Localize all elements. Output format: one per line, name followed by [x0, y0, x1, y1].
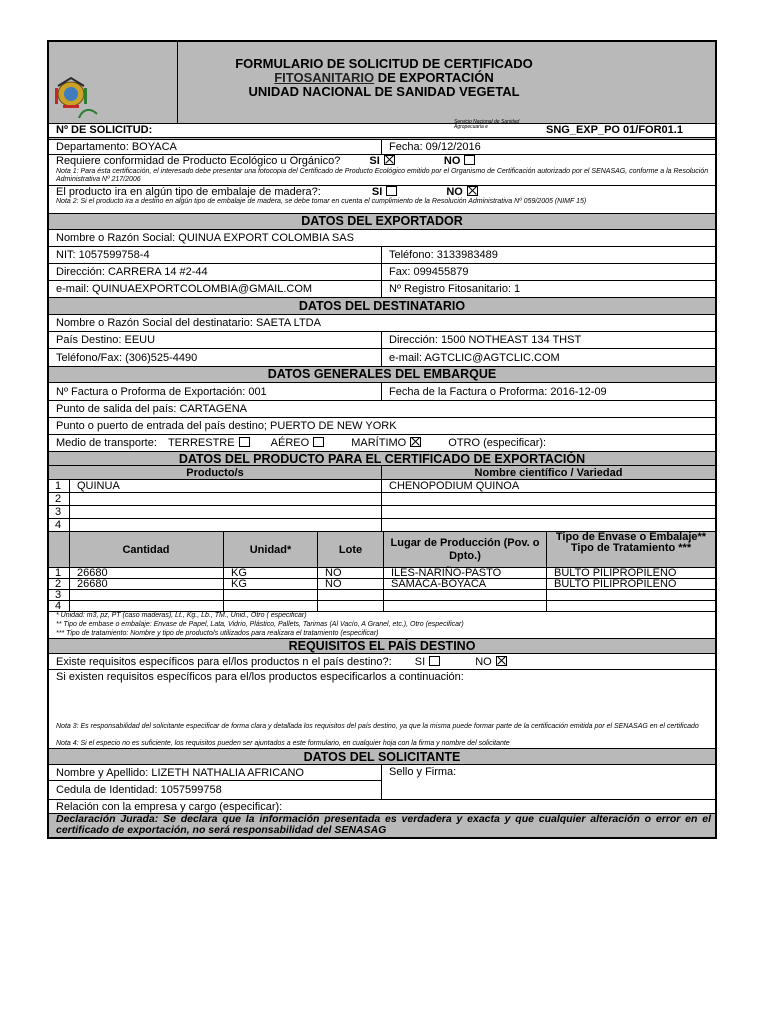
- producto-header-row: [49, 466, 715, 480]
- section-requisitos: REQUISITOS EL PAÍS DESTINO: [49, 639, 715, 654]
- destinatario-pais-row: [49, 332, 715, 349]
- transporte-maritimo-label: MARÍTIMO: [351, 437, 407, 449]
- embarque-salida-row: [49, 401, 715, 418]
- exportador-fax[interactable]: Fax: 099455879: [381, 264, 715, 280]
- producto-name-cell[interactable]: [69, 493, 381, 505]
- table-row: [49, 493, 715, 506]
- destinatario-telefono-row: [49, 349, 715, 367]
- nombre-cientifico-cell[interactable]: [381, 519, 715, 531]
- col-unidad: Unidad*: [223, 532, 317, 567]
- section-embarque: DATOS GENERALES DEL EMBARQUE: [49, 367, 715, 383]
- form-code: SNG_EXP_PO 01/FOR01.1: [546, 124, 683, 136]
- table-row: [49, 601, 715, 612]
- title-box: [177, 42, 591, 124]
- nombre-cientifico-cell[interactable]: CHENOPODIUM QUINOA: [381, 480, 715, 492]
- solicitante-sello-firma[interactable]: Sello y Firma:: [381, 765, 715, 800]
- col-nombre-cientifico: Nombre científico / Variedad: [381, 466, 715, 479]
- embalaje-question: El producto ira en algún tipo de embalaje de madera?:: [56, 186, 321, 198]
- conformidad-row: [49, 155, 715, 186]
- lugar-cell[interactable]: ILES-NARIÑO-PASTO: [383, 568, 546, 578]
- solicitante-cedula[interactable]: Cedula de Identidad: 1057599758: [56, 784, 222, 796]
- lugar-cell[interactable]: [383, 590, 546, 600]
- section-producto: DATOS DEL PRODUCTO PARA EL CERTIFICADO DE EXPORTACIÓN: [49, 452, 715, 466]
- conformidad-no-checkbox[interactable]: [464, 155, 475, 165]
- lote-cell[interactable]: [317, 601, 383, 611]
- section-exportador: DATOS DEL EXPORTADOR: [49, 214, 715, 230]
- table-row: [49, 590, 715, 601]
- col-tipo-envase: [546, 532, 715, 567]
- nota-4: Nota 4: Si el especio no es suficiente, los requisitos pueden ser ajuntados a este formulario, en cualquier hoja con la firma y nombre del solicitante: [56, 740, 510, 747]
- transporte-terrestre-checkbox[interactable]: [239, 437, 250, 447]
- col-cantidad: Cantidad: [122, 544, 170, 556]
- solicitante-relacion-row: [49, 799, 715, 814]
- cantidad-cell[interactable]: 26680: [69, 568, 223, 578]
- conformidad-si-label: SI: [369, 155, 380, 167]
- requisitos-q1-row: [49, 654, 715, 670]
- destinatario-direccion[interactable]: Dirección: 1500 NOTHEAST 134 THST: [381, 332, 715, 348]
- solicitud-label: Nº DE SOLICITUD:: [56, 124, 153, 136]
- declaracion-text: Declaración Jurada: Se declara que la información presentada es verdadera y exacta y que cualquier alteración o error en el certificado de exportación, no será responsabilidad del SENASAG: [56, 813, 711, 836]
- exportador-nit-row: [49, 247, 715, 264]
- requisitos-si-label: SI: [414, 656, 426, 668]
- producto-footnotes: [49, 612, 715, 639]
- unidad-cell[interactable]: KG: [223, 568, 317, 578]
- row-number: 2: [55, 493, 62, 505]
- col-lugar-produccion: Lugar de Producción (Pov. o Dpto.): [383, 532, 546, 567]
- requisitos-question: Existe requisitos específicos para el/los productos n el país destino?:: [56, 656, 392, 668]
- embarque-factura[interactable]: Nº Factura o Proforma de Exportación: 001: [56, 386, 267, 398]
- embarque-transporte-row: [49, 435, 715, 452]
- cantidad-cell[interactable]: [69, 601, 223, 611]
- exportador-direccion[interactable]: Dirección: CARRERA 14 #2-44: [56, 266, 208, 278]
- exportador-telefono[interactable]: Teléfono: 3133983489: [381, 247, 715, 263]
- embalaje-no-checkbox[interactable]: [467, 186, 478, 196]
- destinatario-telefono[interactable]: Teléfono/Fax: (306)525-4490: [56, 352, 198, 364]
- conformidad-si-checkbox[interactable]: [384, 155, 395, 165]
- section-destinatario: DATOS DEL DESTINATARIO: [49, 298, 715, 315]
- row-number: 1: [55, 567, 62, 579]
- embarque-entrada-row: [49, 418, 715, 435]
- table-row: [49, 579, 715, 590]
- embalaje-si-checkbox[interactable]: [386, 186, 397, 196]
- requisitos-detail-box[interactable]: [49, 670, 715, 749]
- transporte-label: Medio de transporte:: [56, 437, 157, 449]
- exportador-razon-social[interactable]: Nombre o Razón Social: QUINUA EXPORT COLOMBIA SAS: [56, 232, 354, 244]
- departamento-row: [49, 140, 715, 155]
- exportador-email-row: [49, 281, 715, 298]
- lugar-cell[interactable]: [383, 601, 546, 611]
- transporte-aereo-checkbox[interactable]: [313, 437, 324, 447]
- lote-cell[interactable]: NO: [317, 579, 383, 589]
- row-number: 1: [55, 480, 62, 492]
- envase-cell[interactable]: [546, 601, 715, 611]
- conformidad-question: Requiere conformidad de Producto Ecológico u Orgánico?: [56, 155, 341, 167]
- producto-name-cell[interactable]: [69, 506, 381, 518]
- row-number: 4: [55, 519, 62, 531]
- envase-cell[interactable]: BULTO PILIPROPILENO: [546, 568, 715, 578]
- declaracion-jurada: [49, 814, 715, 837]
- col-tipo-envase-label: Tipo de Envase o Embalaje**: [555, 531, 707, 543]
- envase-cell[interactable]: [546, 590, 715, 600]
- nota-3: Nota 3: Es responsabilidad del solicitante especificar de forma clara y detallada los requisitos del país destino, ya que la misma puede formar parte de la certificación emitida por el SENASAG en el certificado: [56, 723, 699, 730]
- embarque-factura-row: [49, 383, 715, 401]
- producto-name-cell[interactable]: QUINUA: [69, 480, 381, 492]
- col-tipo-tratamiento-label: Tipo de Tratamiento ***: [570, 542, 692, 554]
- transporte-maritimo-checkbox[interactable]: [410, 437, 421, 447]
- title-line-1: FORMULARIO DE SOLICITUD DE CERTIFICADO: [235, 56, 533, 71]
- embalaje-si-label: SI: [371, 186, 383, 198]
- embarque-fecha-factura[interactable]: Fecha de la Factura o Proforma: 2016-12-09: [381, 383, 715, 400]
- solicitante-nombre[interactable]: Nombre y Apellido: LIZETH NATHALIA AFRICANO: [49, 765, 381, 781]
- senasag-caption: Servicio Nacional de Sanidad Agropecuaria e: [454, 119, 520, 130]
- col-lote: Lote: [317, 532, 383, 567]
- nombre-cientifico-cell[interactable]: [381, 493, 715, 505]
- solicitud-row: [49, 119, 715, 138]
- table-row: [49, 506, 715, 519]
- row-number: 4: [55, 600, 62, 612]
- row-number: 3: [55, 589, 62, 601]
- exportador-direccion-row: [49, 264, 715, 281]
- unidad-cell[interactable]: [223, 601, 317, 611]
- title-line-3: UNIDAD NACIONAL DE SANIDAD VEGETAL: [248, 84, 520, 99]
- footnote-envase: ** Tipo de embase o embalaje: Envase de Papel, Lata, Vidrio, Plástico, Pallets, Tarimas (Al Vacío, A Granel, etc.), Otro (especificar): [56, 621, 464, 628]
- section-solicitante: DATOS DEL SOLICITANTE: [49, 749, 715, 765]
- requisitos-detail-label: Si existen requisitos específicos para el/los productos especificarlos a continuación:: [56, 671, 464, 683]
- unidad-cell[interactable]: KG: [223, 579, 317, 589]
- title-line-2: DE EXPORTACIÓN: [374, 70, 494, 85]
- table-row: [49, 480, 715, 493]
- embalaje-row: [49, 186, 715, 214]
- title-fitosanitario: FITOSANITARIO: [274, 70, 375, 85]
- lote-cell[interactable]: [317, 590, 383, 600]
- destinatario-pais[interactable]: País Destino: EEUU: [56, 334, 156, 346]
- exportador-email[interactable]: e-mail: QUINUAEXPORTCOLOMBIA@GMAIL.COM: [56, 283, 313, 295]
- nota-1: Nota 1: Para ésta certificación, el interesado debe presentar una fotocopia del Certificado de Producto Ecológico emitido por el Organismo de Certificación autorizado por el SENASAG, conforme a la Resolución Administrativa Nº 217/2006: [56, 168, 709, 183]
- destinatario-email[interactable]: e-mail: AGTCLIC@AGTCLIC.COM: [381, 349, 715, 366]
- exportador-razon-row: [49, 230, 715, 247]
- conformidad-no-label: NO: [443, 155, 461, 167]
- departamento-field[interactable]: Departamento: BOYACA: [56, 141, 177, 153]
- lugar-cell[interactable]: SAMACA-BOYACA: [383, 579, 546, 589]
- form-header: [49, 42, 715, 124]
- cantidad-cell[interactable]: [69, 590, 223, 600]
- exportador-registro[interactable]: Nº Registro Fitosanitario: 1: [381, 281, 715, 297]
- producto-name-cell[interactable]: [69, 519, 381, 531]
- requisitos-no-label: NO: [475, 656, 492, 668]
- destinatario-razon-social[interactable]: Nombre o Razón Social del destinatario: SAETA LTDA: [56, 317, 321, 329]
- certificate-request-form: [47, 40, 717, 839]
- footnote-tratamiento: *** Tipo de tratamiento: Nombre y tipo de producto/s utilizados para realizara el tratamiento (especificar): [56, 630, 379, 637]
- solicitante-relacion[interactable]: Relación con la empresa y cargo (especificar):: [56, 801, 283, 813]
- producto-detail-header: [49, 532, 715, 568]
- embalaje-no-label: NO: [446, 186, 463, 198]
- transporte-otro-label: OTRO (especificar):: [448, 437, 547, 449]
- col-producto: Producto/s: [186, 467, 244, 479]
- embarque-punto-salida[interactable]: Punto de salida del país: CARTAGENA: [56, 403, 247, 415]
- unidad-cell[interactable]: [223, 590, 317, 600]
- envase-cell[interactable]: BULTO PILIPROPILENO: [546, 579, 715, 589]
- requisitos-si-checkbox[interactable]: [429, 656, 440, 666]
- row-number: 3: [55, 506, 62, 518]
- exportador-nit[interactable]: NIT: 1057599758-4: [56, 249, 150, 261]
- requisitos-no-checkbox[interactable]: [496, 656, 507, 666]
- row-number: 2: [55, 578, 62, 590]
- embarque-punto-entrada[interactable]: Punto o puerto de entrada del país destino; PUERTO DE NEW YORK: [56, 420, 397, 432]
- footnote-unidad: * Unidad: m3, pz, PT (caso maderas), Lt., Kg., Lb., TM., Unid., Otro ( especificar): [56, 612, 307, 619]
- senasag-logo-icon: [77, 106, 99, 120]
- transporte-aereo-label: AÉREO: [270, 437, 310, 449]
- nota-2: Nota 2: Si el producto ira a destino en algún tipo de embalaje de madera, se debe tomar en cuenta el cumplimiento de la Resolución Administrativa Nº 059/2005 (NIMF 15): [56, 198, 587, 205]
- cantidad-cell[interactable]: 26680: [69, 579, 223, 589]
- lote-cell[interactable]: NO: [317, 568, 383, 578]
- transporte-terrestre-label: TERRESTRE: [167, 437, 235, 449]
- fecha-field[interactable]: Fecha: 09/12/2016: [381, 140, 715, 154]
- nombre-cientifico-cell[interactable]: [381, 506, 715, 518]
- destinatario-razon-row: [49, 315, 715, 332]
- col-divider: [69, 532, 70, 567]
